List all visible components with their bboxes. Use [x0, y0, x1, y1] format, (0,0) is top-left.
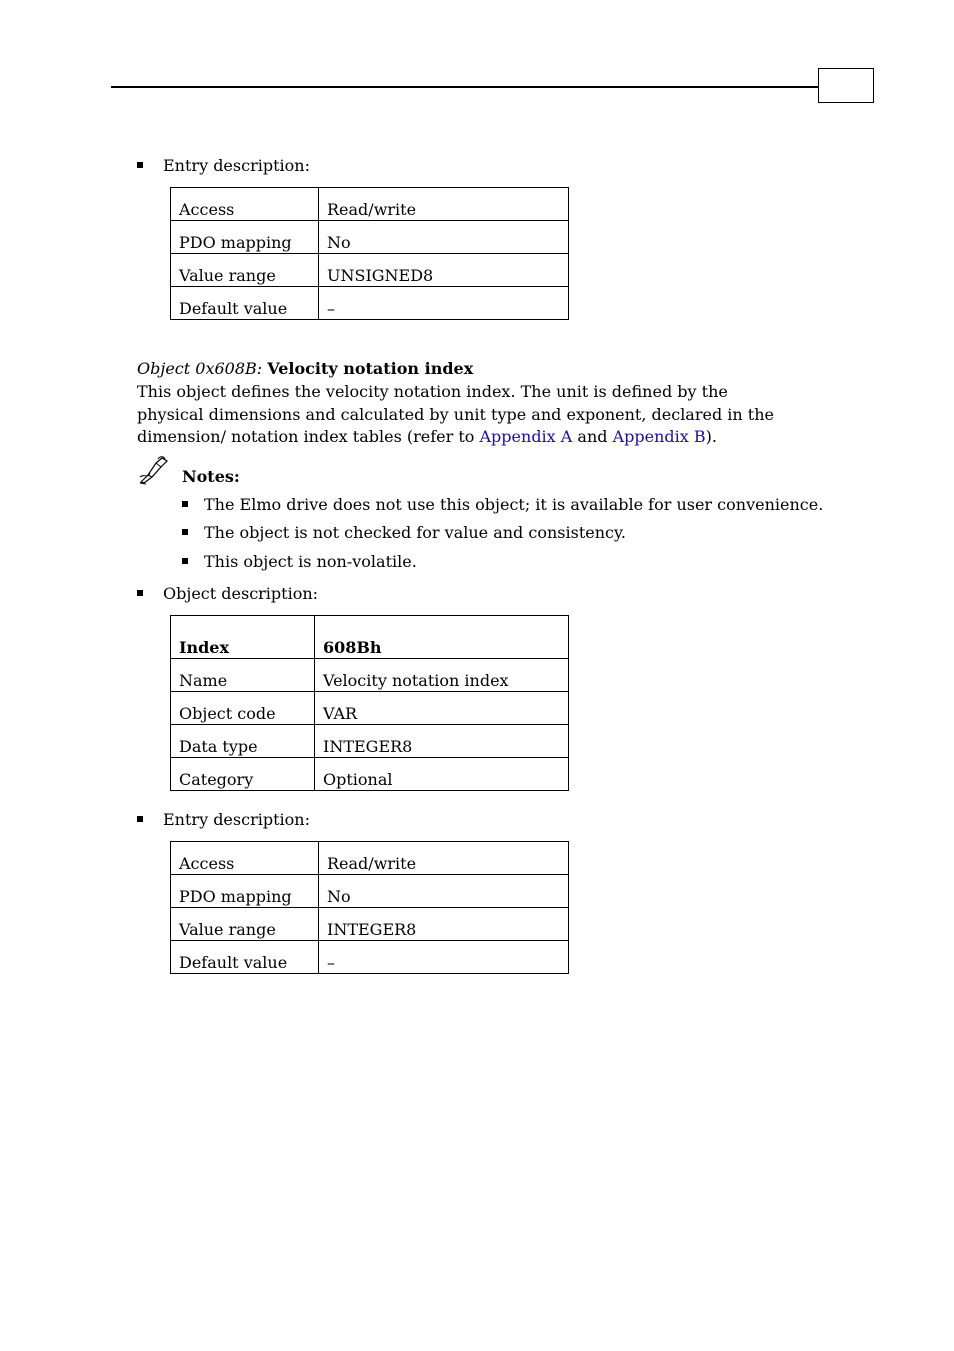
row-value: No — [319, 875, 569, 908]
row-key: Value range — [171, 254, 319, 287]
row-value: – — [319, 941, 569, 974]
table-row — [171, 659, 569, 692]
row-key: Value range — [171, 908, 319, 941]
row-value: VAR — [315, 692, 569, 725]
row-value: UNSIGNED8 — [319, 254, 569, 287]
appendix-a-link[interactable]: Appendix A — [479, 427, 573, 446]
object-description-table — [170, 615, 569, 791]
note-text: The Elmo drive does not use this object; it is available for user convenience. — [204, 495, 824, 514]
row-key: Access — [171, 842, 319, 875]
bullet-square-icon — [137, 162, 143, 168]
bullet-square-icon — [182, 501, 188, 507]
header-key: Index — [171, 616, 315, 659]
object-description-bullet — [137, 584, 318, 604]
row-value: Read/write — [319, 188, 569, 221]
row-key: Data type — [171, 725, 315, 758]
paragraph-text: and — [572, 427, 613, 446]
table-row — [171, 908, 569, 941]
table-row — [171, 941, 569, 974]
entry-description-label-1: Entry description: — [163, 156, 310, 175]
paragraph-text: ). — [705, 427, 717, 446]
row-key: Name — [171, 659, 315, 692]
table-header-row — [171, 616, 569, 659]
table-row — [171, 287, 569, 320]
bullet-square-icon — [137, 816, 143, 822]
note-item — [182, 523, 626, 543]
header-rule — [111, 86, 819, 88]
table-row — [171, 692, 569, 725]
table-row — [171, 188, 569, 221]
row-value: No — [319, 221, 569, 254]
row-value: Optional — [315, 758, 569, 791]
table-row — [171, 221, 569, 254]
row-key: Access — [171, 188, 319, 221]
row-value: – — [319, 287, 569, 320]
object-id: Object 0x608B: — [137, 359, 263, 378]
appendix-b-link[interactable]: Appendix B — [612, 427, 706, 446]
row-key: PDO mapping — [171, 221, 319, 254]
bullet-square-icon — [137, 590, 143, 596]
note-item — [182, 552, 417, 572]
note-text: The object is not checked for value and consistency. — [204, 523, 626, 542]
entry-description-label-2: Entry description: — [163, 810, 310, 829]
entry-description-table-1 — [170, 187, 569, 320]
page-number-box — [818, 68, 874, 103]
object-paragraph — [137, 381, 787, 449]
row-value: Read/write — [319, 842, 569, 875]
table-row — [171, 254, 569, 287]
paragraph-text: This object defines the velocity notation index. The unit is defined by the physical dimensions and calculated by unit type and exponent, declared in the dimension/ notation index tables (refer to — [137, 382, 774, 446]
object-name: Velocity notation index — [267, 359, 474, 378]
row-value: INTEGER8 — [319, 908, 569, 941]
bullet-square-icon — [182, 529, 188, 535]
row-key: Default value — [171, 941, 319, 974]
row-key: Object code — [171, 692, 315, 725]
entry-description-bullet-1 — [137, 156, 310, 176]
object-section-title — [137, 359, 473, 379]
notes-title: Notes: — [182, 467, 240, 486]
row-key: Default value — [171, 287, 319, 320]
note-item — [182, 495, 823, 515]
note-text: This object is non-volatile. — [204, 552, 417, 571]
note-pencil-icon — [138, 455, 170, 485]
bullet-square-icon — [182, 558, 188, 564]
entry-description-bullet-2 — [137, 810, 310, 830]
table-row — [171, 758, 569, 791]
header-value: 608Bh — [315, 616, 569, 659]
row-key: PDO mapping — [171, 875, 319, 908]
table-row — [171, 725, 569, 758]
entry-description-table-2 — [170, 841, 569, 974]
row-value: INTEGER8 — [315, 725, 569, 758]
table-row — [171, 875, 569, 908]
object-description-label: Object description: — [163, 584, 319, 603]
table-row — [171, 842, 569, 875]
row-key: Category — [171, 758, 315, 791]
row-value: Velocity notation index — [315, 659, 569, 692]
